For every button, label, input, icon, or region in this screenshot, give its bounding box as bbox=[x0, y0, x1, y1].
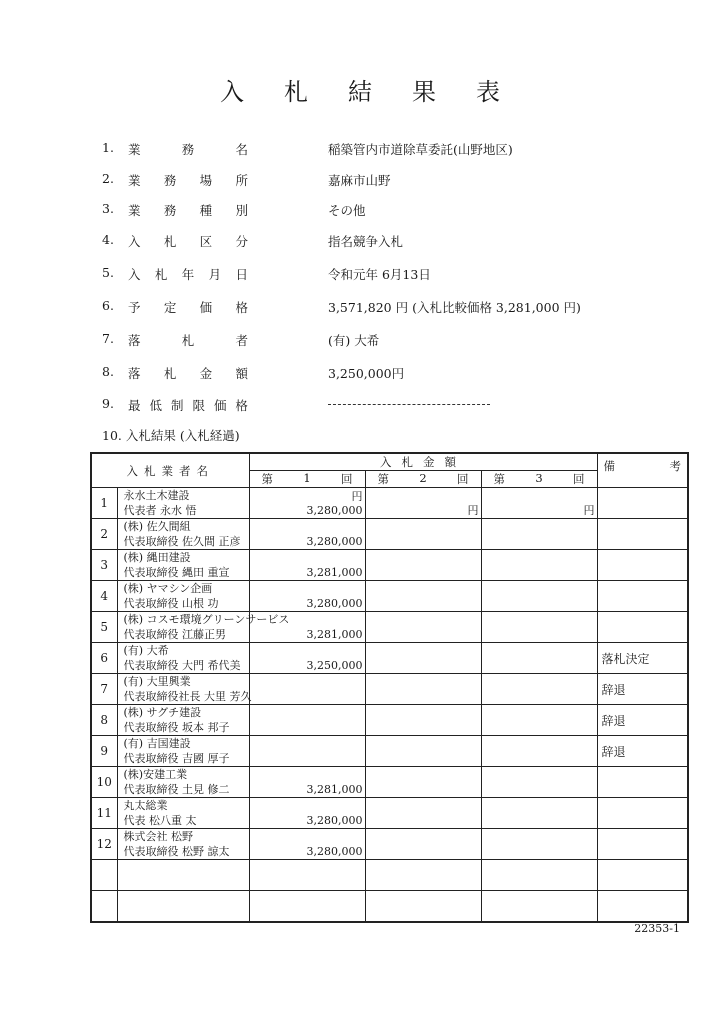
info-number: 4. bbox=[102, 232, 114, 247]
bid-amount-round-1 bbox=[249, 643, 365, 674]
bidder-cell bbox=[117, 643, 249, 674]
bid-value: 3,281,000 bbox=[306, 566, 363, 579]
bid-amount-round-1 bbox=[249, 705, 365, 736]
table-row bbox=[91, 736, 688, 767]
info-value: 嘉麻市山野 bbox=[328, 173, 391, 188]
info-value bbox=[328, 396, 490, 405]
info-label: 業 務 名 bbox=[128, 142, 248, 157]
bidder-cell bbox=[117, 519, 249, 550]
bidder-representative: 代表取締役 松野 諒太 bbox=[123, 845, 230, 858]
document-number: 22353-1 bbox=[634, 922, 680, 935]
empty-cell bbox=[117, 891, 249, 923]
header-round-2: 第 2 回 bbox=[365, 471, 481, 488]
bidder-cell bbox=[117, 581, 249, 612]
bidder-company: (株) ヤマシン企画 bbox=[123, 582, 213, 595]
bid-value: 3,280,000 bbox=[306, 814, 363, 827]
header-round-1: 第 1 回 bbox=[249, 471, 365, 488]
bidder-cell bbox=[117, 612, 290, 643]
table-row bbox=[91, 612, 688, 643]
empty-cell bbox=[481, 891, 597, 923]
bid-amount-round-1 bbox=[249, 674, 365, 705]
bid-amount-round-2 bbox=[365, 612, 481, 643]
row-index: 12 bbox=[91, 829, 117, 860]
row-index: 7 bbox=[91, 674, 117, 705]
remarks-cell bbox=[597, 612, 688, 643]
bidder-cell bbox=[117, 488, 249, 519]
bid-amount-round-2 bbox=[365, 519, 481, 550]
bidder-representative: 代表取締役 吉國 厚子 bbox=[123, 752, 230, 765]
bid-results-table bbox=[90, 452, 689, 923]
bidder-company: (株) 佐久間組 bbox=[123, 520, 191, 533]
bidder-cell bbox=[117, 829, 249, 860]
bidder-company: (株) コスモ環境グリーンサービス bbox=[123, 613, 290, 626]
header-round-3: 第 3 回 bbox=[481, 471, 597, 488]
info-value: 3,571,820 円 (入札比較価格 3,281,000 円) bbox=[328, 300, 581, 315]
bidder-representative: 代表取締役 江藤正男 bbox=[123, 628, 226, 641]
header-bidder-name: 入札業者名 bbox=[91, 453, 249, 488]
bidder-company: (有) 吉国建設 bbox=[123, 737, 191, 750]
bidder-company: (有) 大希 bbox=[123, 644, 169, 657]
results-heading: 10. 入札結果 (入札経過) bbox=[102, 428, 240, 443]
bid-amount-round-3 bbox=[481, 612, 597, 643]
empty-cell bbox=[597, 891, 688, 923]
bidder-representative: 代表 松八重 太 bbox=[123, 814, 197, 827]
bid-value: 3,280,000 bbox=[306, 535, 363, 548]
empty-cell bbox=[249, 891, 365, 923]
empty-cell bbox=[365, 891, 481, 923]
header-bid-amount: 入札金額 bbox=[249, 453, 597, 471]
yen-unit: 円 bbox=[583, 504, 595, 517]
bidder-representative: 代表取締役 土見 修二 bbox=[123, 783, 230, 796]
row-index: 2 bbox=[91, 519, 117, 550]
info-row bbox=[0, 232, 720, 252]
bid-amount-round-2 bbox=[365, 705, 481, 736]
remarks-cell: 落札決定 bbox=[597, 643, 688, 674]
remarks-cell bbox=[597, 767, 688, 798]
bidder-representative: 代表取締役社長 大里 芳久 bbox=[123, 690, 252, 703]
bid-amount-round-2 bbox=[365, 643, 481, 674]
table-row bbox=[91, 767, 688, 798]
info-label: 業 務 種 別 bbox=[128, 203, 248, 218]
info-number: 9. bbox=[102, 396, 114, 411]
bid-value: 3,280,000 bbox=[306, 504, 363, 517]
bidder-company: (株) サグチ建設 bbox=[123, 706, 202, 719]
bid-amount-round-1 bbox=[249, 767, 365, 798]
bid-amount-round-3 bbox=[481, 519, 597, 550]
empty-cell bbox=[91, 891, 117, 923]
bid-amount-round-2 bbox=[365, 488, 481, 519]
bidder-representative: 代表取締役 縄田 重宣 bbox=[123, 566, 230, 579]
info-number: 1. bbox=[102, 140, 114, 155]
bid-amount-round-3 bbox=[481, 581, 597, 612]
bidder-cell bbox=[117, 736, 249, 767]
bid-amount-round-3 bbox=[481, 643, 597, 674]
info-label: 予 定 価 格 bbox=[128, 300, 248, 315]
info-number: 2. bbox=[102, 171, 114, 186]
bid-amount-round-2 bbox=[365, 798, 481, 829]
info-value: (有) 大希 bbox=[328, 333, 380, 348]
info-label: 落 札 金 額 bbox=[128, 366, 248, 381]
table-row-empty bbox=[91, 891, 688, 923]
table-row bbox=[91, 798, 688, 829]
row-index: 1 bbox=[91, 488, 117, 519]
info-value: その他 bbox=[328, 203, 366, 218]
remarks-cell bbox=[597, 581, 688, 612]
bidder-company: 株式会社 松野 bbox=[123, 830, 193, 843]
page-title: 入札結果表 bbox=[220, 78, 540, 106]
table-row bbox=[91, 550, 688, 581]
empty-cell bbox=[91, 860, 117, 891]
bid-amount-round-1 bbox=[249, 550, 365, 581]
row-index: 4 bbox=[91, 581, 117, 612]
row-index: 9 bbox=[91, 736, 117, 767]
bid-value: 3,280,000 bbox=[306, 845, 363, 858]
remarks-cell bbox=[597, 519, 688, 550]
info-row bbox=[0, 331, 720, 351]
remarks-cell bbox=[597, 550, 688, 581]
info-row bbox=[0, 265, 720, 285]
info-number: 8. bbox=[102, 364, 114, 379]
info-row bbox=[0, 171, 720, 191]
row-index: 10 bbox=[91, 767, 117, 798]
bid-amount-round-3 bbox=[481, 829, 597, 860]
bidder-representative: 代表取締役 坂本 邦子 bbox=[123, 721, 230, 734]
empty-cell bbox=[365, 860, 481, 891]
bidder-representative: 代表取締役 佐久間 正彦 bbox=[123, 535, 241, 548]
info-row bbox=[0, 140, 720, 160]
info-number: 3. bbox=[102, 201, 114, 216]
bidder-cell bbox=[117, 705, 249, 736]
bidder-representative: 代表取締役 山根 功 bbox=[123, 597, 219, 610]
table-row bbox=[91, 829, 688, 860]
info-row bbox=[0, 396, 720, 416]
table-row bbox=[91, 581, 688, 612]
header-remarks: 備 考 bbox=[597, 453, 688, 488]
info-row bbox=[0, 364, 720, 384]
row-index: 3 bbox=[91, 550, 117, 581]
bid-amount-round-3 bbox=[481, 767, 597, 798]
bid-amount-round-2 bbox=[365, 550, 481, 581]
bid-amount-round-2 bbox=[365, 829, 481, 860]
bid-amount-round-1 bbox=[249, 581, 365, 612]
info-label: 入 札 区 分 bbox=[128, 234, 248, 249]
bid-amount-round-3 bbox=[481, 488, 597, 519]
bid-amount-round-2 bbox=[365, 736, 481, 767]
bid-value: 3,281,000 bbox=[306, 628, 363, 641]
bid-amount-round-3 bbox=[481, 550, 597, 581]
blank-line bbox=[328, 396, 490, 405]
row-index: 11 bbox=[91, 798, 117, 829]
bid-amount-round-2 bbox=[365, 581, 481, 612]
bidder-company: (株)安建工業 bbox=[123, 768, 188, 781]
bidder-cell bbox=[117, 767, 249, 798]
table-row-empty bbox=[91, 860, 688, 891]
bidder-company: (株) 縄田建設 bbox=[123, 551, 191, 564]
bidder-representative: 代表者 永水 悟 bbox=[123, 504, 197, 517]
info-label: 業 務 場 所 bbox=[128, 173, 248, 188]
remarks-cell bbox=[597, 488, 688, 519]
bid-value: 3,281,000 bbox=[306, 783, 363, 796]
info-label: 入 札 年 月 日 bbox=[128, 267, 248, 282]
info-label: 落 札 者 bbox=[128, 333, 248, 348]
remarks-cell: 辞退 bbox=[597, 674, 688, 705]
bidder-company: 永水土木建設 bbox=[123, 489, 190, 502]
row-index: 5 bbox=[91, 612, 117, 643]
info-value: 指名競争入札 bbox=[328, 234, 404, 249]
row-index: 8 bbox=[91, 705, 117, 736]
bidder-company: (有) 大里興業 bbox=[123, 675, 191, 688]
info-value: 令和元年 6月13日 bbox=[328, 267, 431, 282]
info-value: 稲築管内市道除草委託(山野地区) bbox=[328, 142, 513, 157]
info-number: 6. bbox=[102, 298, 114, 313]
info-number: 5. bbox=[102, 265, 114, 280]
table-row bbox=[91, 519, 688, 550]
bid-amount-round-3 bbox=[481, 705, 597, 736]
bid-amount-round-3 bbox=[481, 798, 597, 829]
yen-unit: 円 bbox=[351, 490, 363, 503]
bidder-cell bbox=[117, 798, 249, 829]
bid-amount-round-2 bbox=[365, 767, 481, 798]
info-value: 3,250,000円 bbox=[328, 366, 405, 381]
empty-cell bbox=[481, 860, 597, 891]
empty-cell bbox=[249, 860, 365, 891]
bidder-company: 丸太総業 bbox=[123, 799, 168, 812]
bid-amount-round-3 bbox=[481, 736, 597, 767]
table-row bbox=[91, 488, 688, 519]
info-row bbox=[0, 201, 720, 221]
bid-amount-round-1 bbox=[249, 736, 365, 767]
bidder-cell bbox=[117, 674, 252, 705]
bid-amount-round-1 bbox=[249, 488, 365, 519]
remarks-cell bbox=[597, 829, 688, 860]
bid-value: 3,280,000 bbox=[306, 597, 363, 610]
bid-amount-round-1 bbox=[249, 519, 365, 550]
remarks-cell: 辞退 bbox=[597, 736, 688, 767]
bidder-representative: 代表取締役 大門 希代美 bbox=[123, 659, 241, 672]
row-index: 6 bbox=[91, 643, 117, 674]
bid-value: 3,250,000 bbox=[306, 659, 363, 672]
yen-unit: 円 bbox=[467, 504, 479, 517]
empty-cell bbox=[117, 860, 249, 891]
bidder-cell bbox=[117, 550, 249, 581]
bid-amount-round-2 bbox=[365, 674, 481, 705]
info-label: 最 低 制 限 価 格 bbox=[128, 398, 248, 413]
info-number: 7. bbox=[102, 331, 114, 346]
table-row bbox=[91, 705, 688, 736]
remarks-cell bbox=[597, 798, 688, 829]
bid-amount-round-1 bbox=[249, 798, 365, 829]
empty-cell bbox=[597, 860, 688, 891]
info-row bbox=[0, 298, 720, 318]
table-row bbox=[91, 643, 688, 674]
bid-amount-round-1 bbox=[249, 829, 365, 860]
bid-amount-round-3 bbox=[481, 674, 597, 705]
table-row bbox=[91, 674, 688, 705]
remarks-cell: 辞退 bbox=[597, 705, 688, 736]
